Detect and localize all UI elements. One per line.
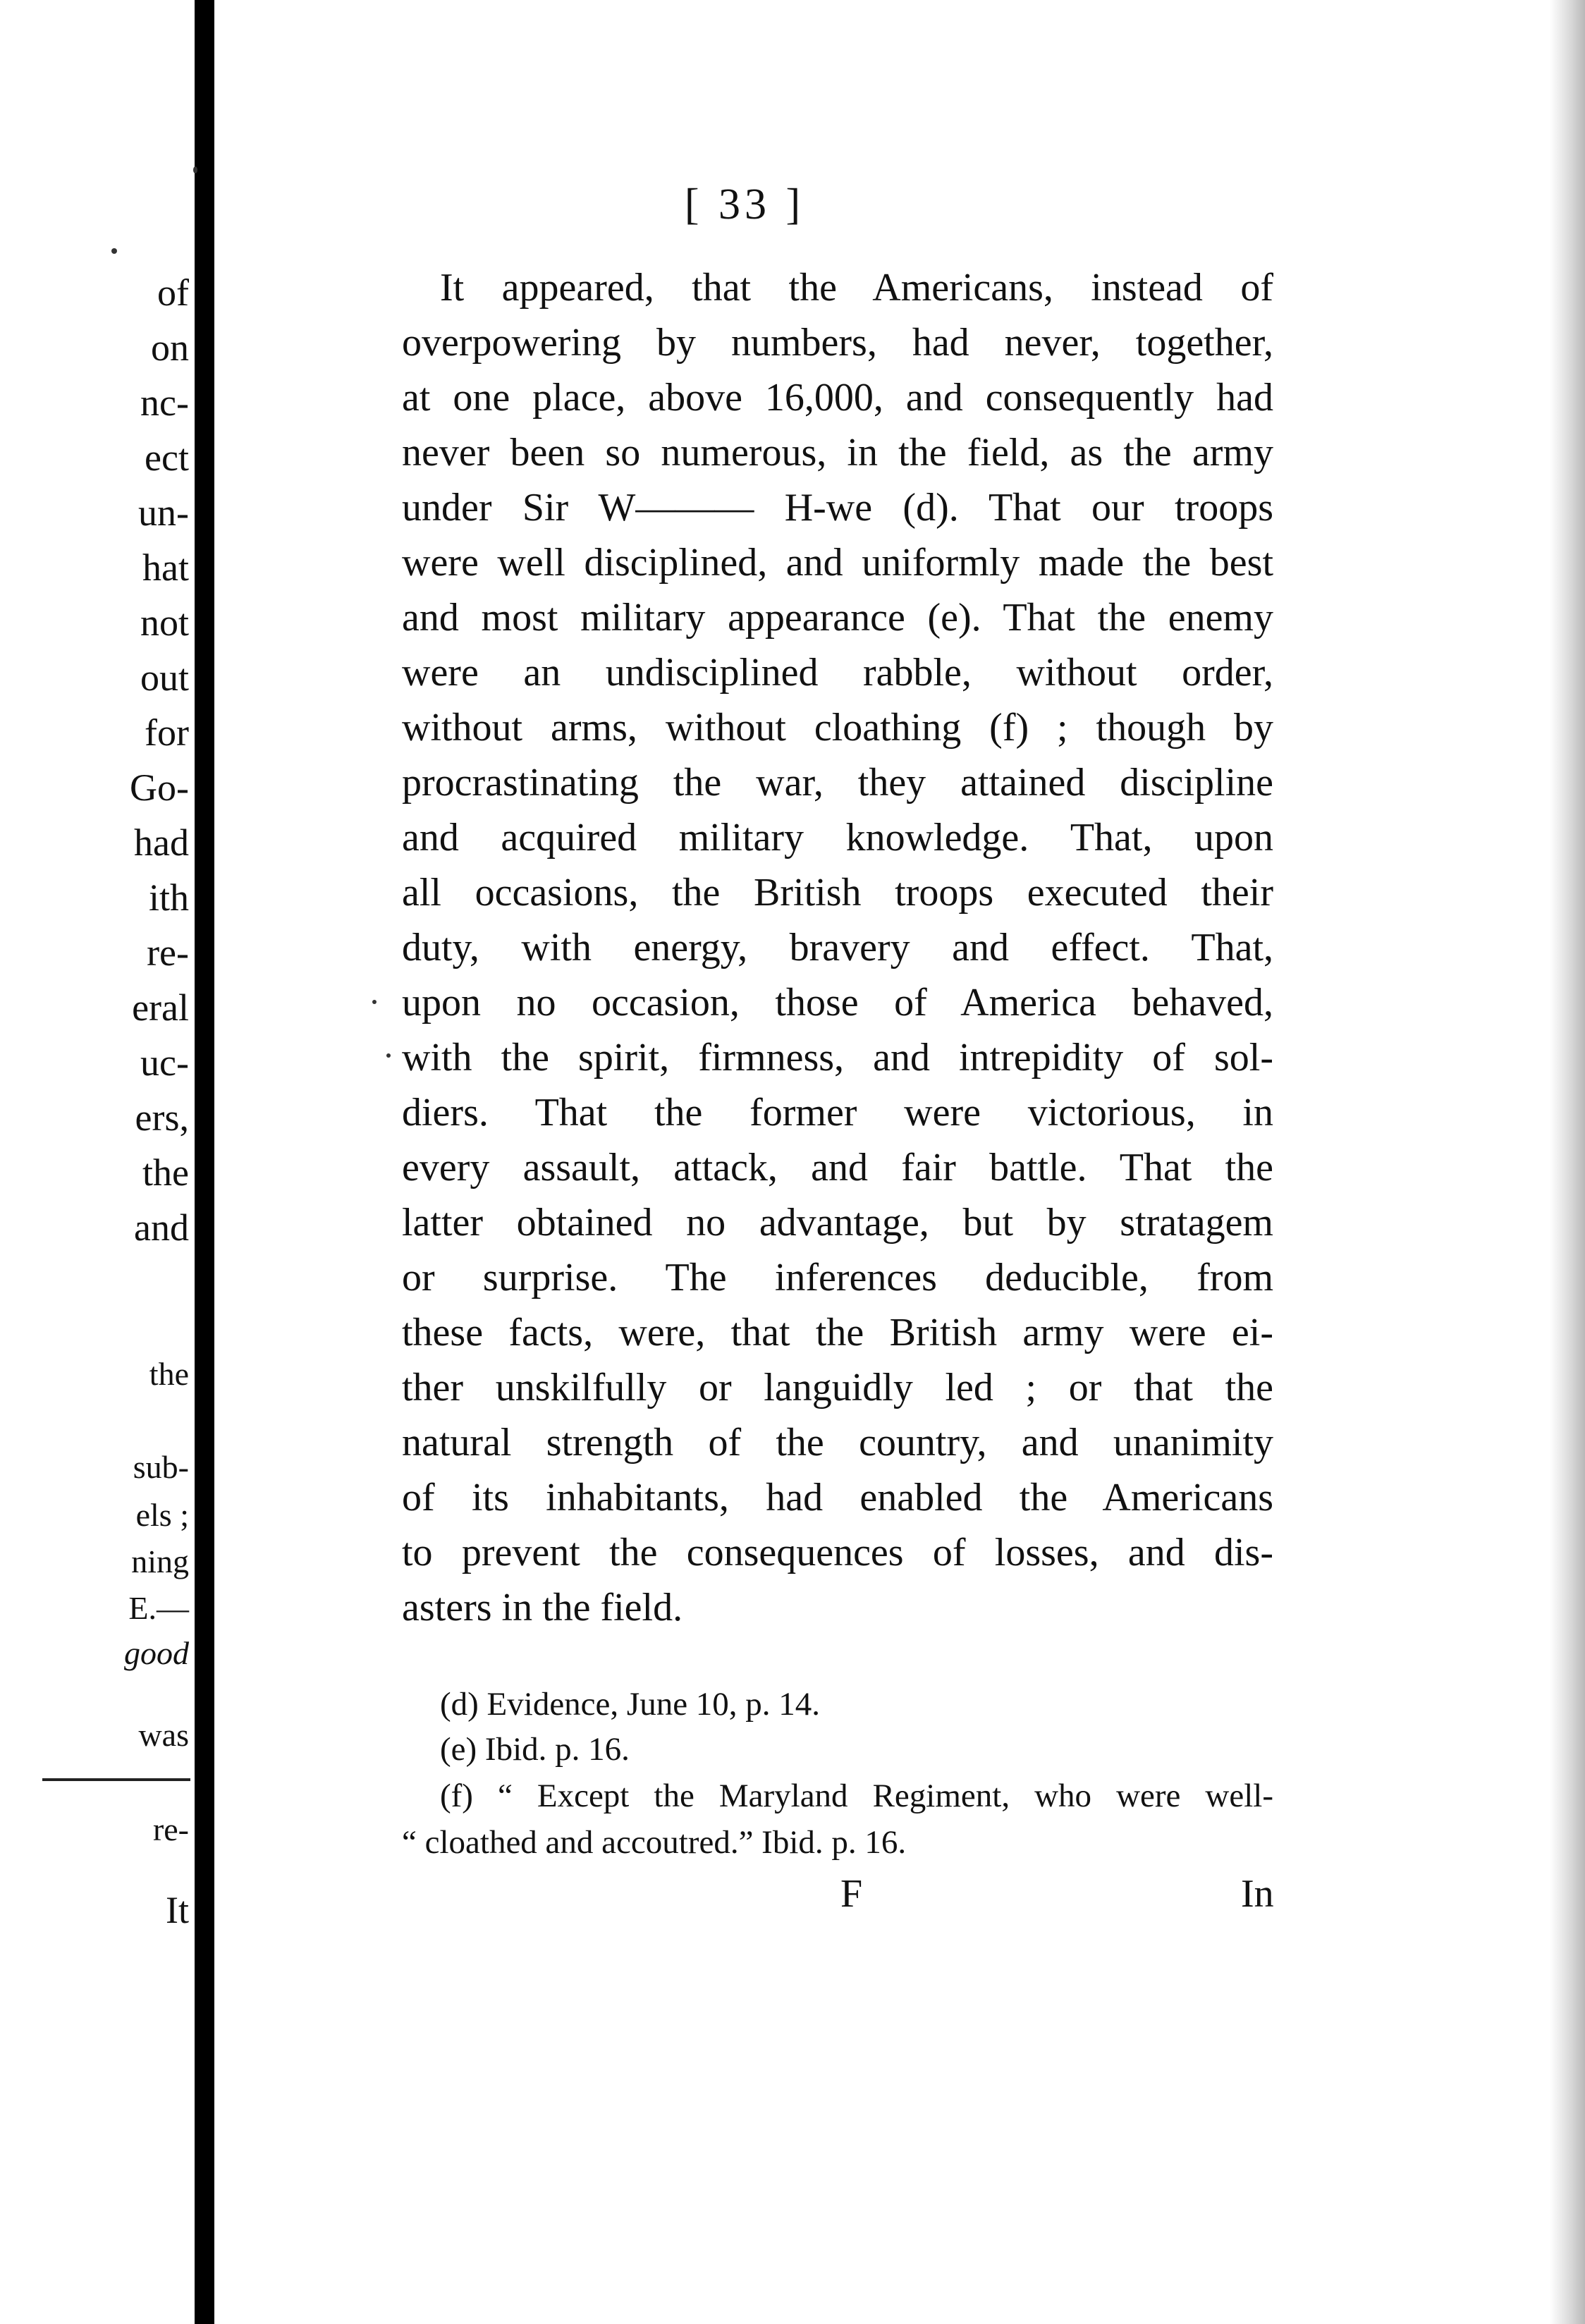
left-fragment: ith	[148, 876, 189, 919]
text-line: without arms, without cloathing (f) ; though by	[402, 706, 1273, 750]
left-fragment: and	[134, 1206, 189, 1249]
margin-speck	[386, 1053, 391, 1058]
text-line: with the spirit, firmness, and intrepidity of sol-	[402, 1036, 1273, 1080]
left-fragment: nc-	[140, 381, 189, 424]
footnote-e: (e) Ibid. p. 16.	[440, 1731, 630, 1768]
left-catchword: It	[166, 1889, 189, 1931]
margin-speck	[193, 166, 197, 173]
text-line: were well disciplined, and uniformly made the best	[402, 541, 1273, 585]
left-fragment: uc-	[140, 1041, 189, 1084]
margin-speck	[111, 248, 117, 254]
text-line: ther unskilfully or languidly led ; or that the	[402, 1366, 1273, 1409]
text-line: these facts, were, that the British army were ei-	[402, 1311, 1273, 1354]
text-line: every assault, attack, and fair battle. That the	[402, 1146, 1273, 1189]
left-fragment: ning	[131, 1543, 189, 1579]
catchword: In	[1241, 1872, 1274, 1916]
margin-speck	[372, 1000, 377, 1004]
left-fragment: re-	[147, 931, 189, 974]
left-fragment: good	[124, 1635, 189, 1671]
left-footnote-rule	[42, 1778, 190, 1781]
left-fragment: was	[138, 1717, 189, 1753]
signature-mark: F	[840, 1872, 863, 1916]
left-fragment: the	[142, 1151, 189, 1194]
text-line: and most military appearance (e). That the enemy	[402, 596, 1273, 640]
text-line: It appeared, that the Americans, instead of	[440, 266, 1273, 310]
left-page	[0, 0, 195, 2324]
left-fragment: ect	[145, 436, 189, 479]
left-fragment: of	[157, 271, 189, 314]
left-fragment: E.—	[128, 1590, 189, 1626]
text-line: and acquired military knowledge. That, upon	[402, 816, 1273, 860]
text-line: were an undisciplined rabble, without order,	[402, 651, 1273, 695]
text-line: duty, with energy, bravery and effect. That,	[402, 926, 1273, 970]
text-line: latter obtained no advantage, but by stratagem	[402, 1201, 1273, 1244]
left-fragment: had	[134, 821, 189, 864]
text-line: asters in the field.	[402, 1586, 683, 1629]
left-fragment: on	[151, 326, 189, 369]
text-line: under Sir W——— H-we (d). That our troops	[402, 486, 1273, 530]
text-line: never been so numerous, in the field, as the army	[402, 431, 1273, 475]
left-fragment: els ;	[135, 1497, 189, 1533]
footnote-f-continued: “ cloathed and accoutred.” Ibid. p. 16.	[402, 1824, 907, 1861]
text-line: natural strength of the country, and unanimity	[402, 1421, 1273, 1464]
page-number: [ 33 ]	[684, 181, 805, 228]
text-line: procrastinating the war, they attained discipline	[402, 761, 1273, 805]
text-line: or surprise. The inferences deducible, from	[402, 1256, 1273, 1299]
text-line: all occasions, the British troops executed their	[402, 871, 1273, 915]
text-line: overpowering by numbers, had never, together,	[402, 321, 1273, 365]
left-fragment: for	[145, 711, 189, 754]
left-fragment: re-	[152, 1811, 189, 1847]
text-line: at one place, above 16,000, and consequently had	[402, 376, 1273, 420]
left-fragment: hat	[142, 546, 189, 589]
left-fragment: out	[140, 656, 189, 699]
text-line: of its inhabitants, had enabled the Americans	[402, 1476, 1273, 1519]
left-fragment: un-	[138, 491, 189, 534]
left-fragment: sub-	[133, 1449, 189, 1485]
text-line: diers. That the former were victorious, in	[402, 1091, 1273, 1135]
left-fragment: eral	[132, 986, 189, 1029]
left-fragment: the	[149, 1356, 189, 1392]
left-fragment: not	[140, 601, 189, 644]
text-line: to prevent the consequences of losses, and dis-	[402, 1531, 1273, 1574]
footnote-d: (d) Evidence, June 10, p. 14.	[440, 1686, 821, 1723]
page-edge-shadow	[1550, 0, 1585, 2324]
left-fragment: ers,	[135, 1096, 189, 1139]
left-fragment: Go-	[130, 766, 189, 809]
footnote-f: (f) “ Except the Maryland Regiment, who were well-	[440, 1778, 1273, 1814]
text-line: upon no occasion, those of America behaved,	[402, 981, 1273, 1025]
